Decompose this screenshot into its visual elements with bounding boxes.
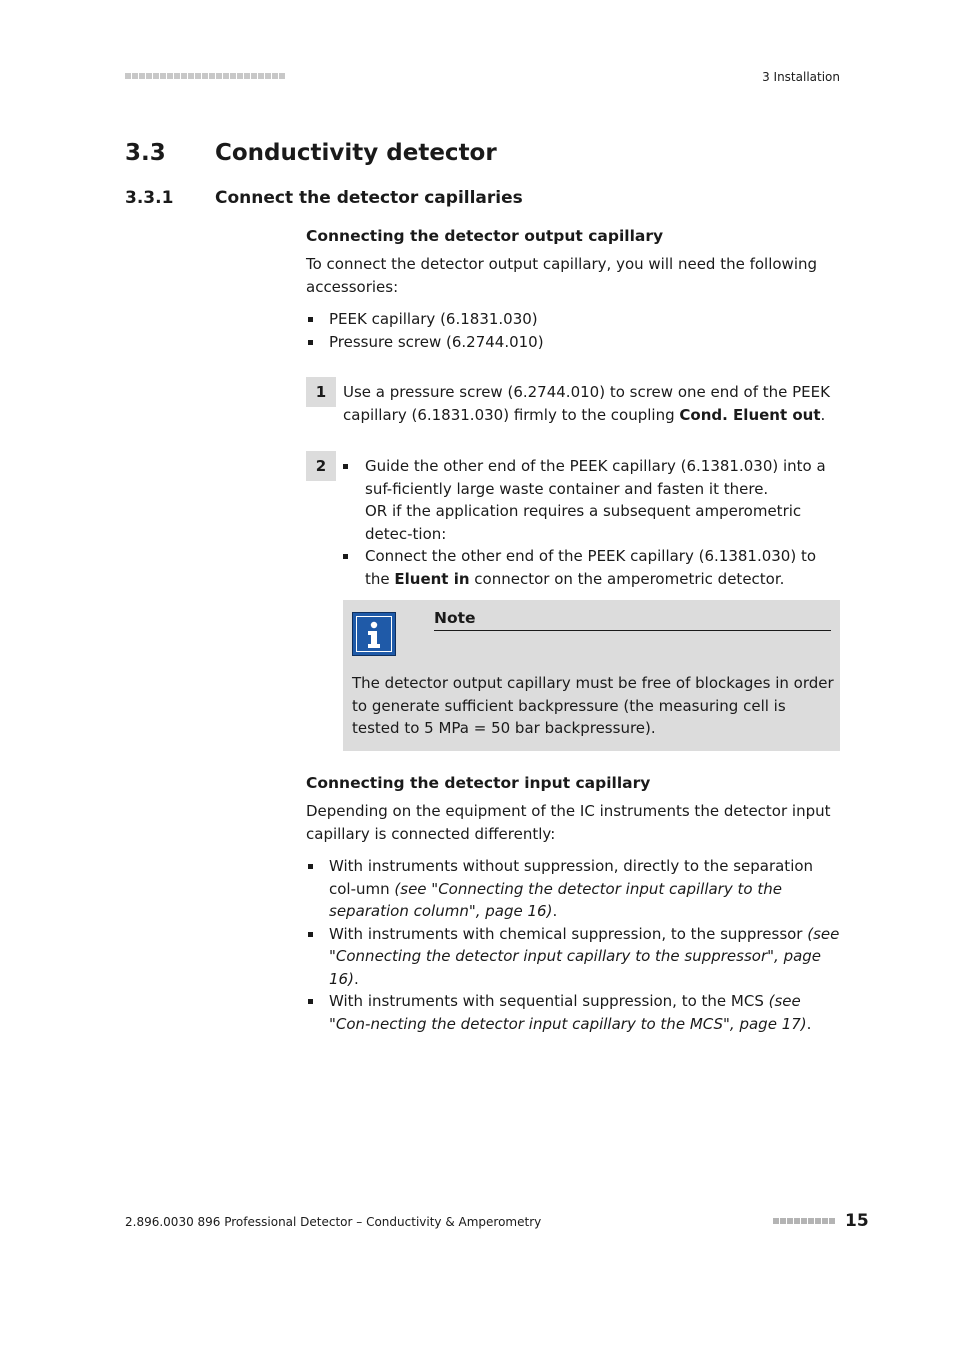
note-text: The detector output capillary must be free of blockages in order to generate sufficient backpressure (the measuring cell is tested to 5 MPa = 50 bar backpressure). bbox=[352, 674, 834, 737]
list-item bbox=[306, 855, 840, 923]
header-decoration bbox=[125, 73, 285, 79]
page-number: 15 bbox=[845, 1211, 869, 1231]
list-item: Pressure screw (6.2744.010) bbox=[306, 331, 840, 354]
step-1-end: . bbox=[820, 405, 826, 424]
list-item-end: . bbox=[353, 969, 359, 988]
output-capillary-intro: To connect the detector output capillary, you will need the following accessories: bbox=[306, 255, 818, 296]
note-title: Note bbox=[434, 609, 831, 631]
section-heading bbox=[125, 140, 497, 166]
list-item bbox=[306, 990, 840, 1035]
list-item-end: . bbox=[806, 1014, 812, 1033]
input-capillary-intro: Depending on the equipment of the IC instruments the detector input capillary is connected differently: bbox=[306, 802, 831, 843]
step-number-1: 1 bbox=[306, 377, 336, 407]
list-item bbox=[306, 923, 840, 991]
header-chapter: 3 Installation bbox=[762, 70, 840, 84]
list-item bbox=[343, 545, 840, 590]
input-capillary-list bbox=[306, 855, 840, 1035]
list-item-text: With instruments without suppression, directly to the separation col-umn bbox=[329, 857, 814, 898]
step-2-item-2-bold: Eluent in bbox=[394, 569, 470, 588]
list-item-text: With instruments with chemical suppression, to the suppressor bbox=[329, 924, 808, 943]
step-2-list bbox=[343, 455, 840, 590]
step-number-2: 2 bbox=[306, 451, 336, 481]
cross-reference-link[interactable]: (see "Con-necting the detector input capillary to the MCS", page 17) bbox=[329, 992, 807, 1033]
step-2-item-2-after: connector on the amperometric detector. bbox=[469, 569, 785, 588]
input-capillary-heading: Connecting the detector input capillary bbox=[306, 774, 651, 792]
section-title: Conductivity detector bbox=[215, 140, 497, 166]
step-1-text bbox=[343, 381, 840, 426]
step-1-text-main: Use a pressure screw (6.2744.010) to screw one end of the PEEK capillary (6.1831.030) firmly to the coupling bbox=[343, 383, 830, 424]
step-2-item-2-text: Connect the other end of the PEEK capillary (6.1381.030) to the bbox=[365, 547, 817, 588]
list-item: PEEK capillary (6.1831.030) bbox=[306, 308, 840, 331]
section-number: 3.3 bbox=[125, 140, 166, 166]
note-box bbox=[343, 600, 840, 751]
info-icon bbox=[352, 612, 396, 656]
step-2-item-1-extra: OR if the application requires a subsequent amperometric detec-tion: bbox=[365, 502, 802, 543]
subsection-heading bbox=[125, 188, 523, 208]
cross-reference-link[interactable]: (see "Connecting the detector input capillary to the suppressor", page 16) bbox=[329, 924, 840, 988]
subsection-title: Connect the detector capillaries bbox=[215, 188, 523, 208]
step-2-item-1-text: Guide the other end of the PEEK capillary (6.1381.030) into a suf-ficiently large waste container and fasten it there. bbox=[365, 457, 826, 498]
footer-document: 2.896.0030 896 Professional Detector – Conductivity & Amperometry bbox=[125, 1215, 542, 1229]
footer-decoration bbox=[773, 1218, 835, 1224]
list-item bbox=[343, 455, 840, 545]
cross-reference-link[interactable]: (see "Connecting the detector input capillary to the separation column", page 16) bbox=[329, 879, 782, 920]
output-capillary-heading: Connecting the detector output capillary bbox=[306, 227, 664, 245]
subsection-number: 3.3.1 bbox=[125, 188, 174, 208]
list-item-text: With instruments with sequential suppression, to the MCS bbox=[329, 992, 769, 1010]
accessories-list bbox=[306, 308, 840, 353]
step-1-coupling: Cond. Eluent out bbox=[679, 405, 821, 424]
list-item-end: . bbox=[552, 902, 558, 920]
